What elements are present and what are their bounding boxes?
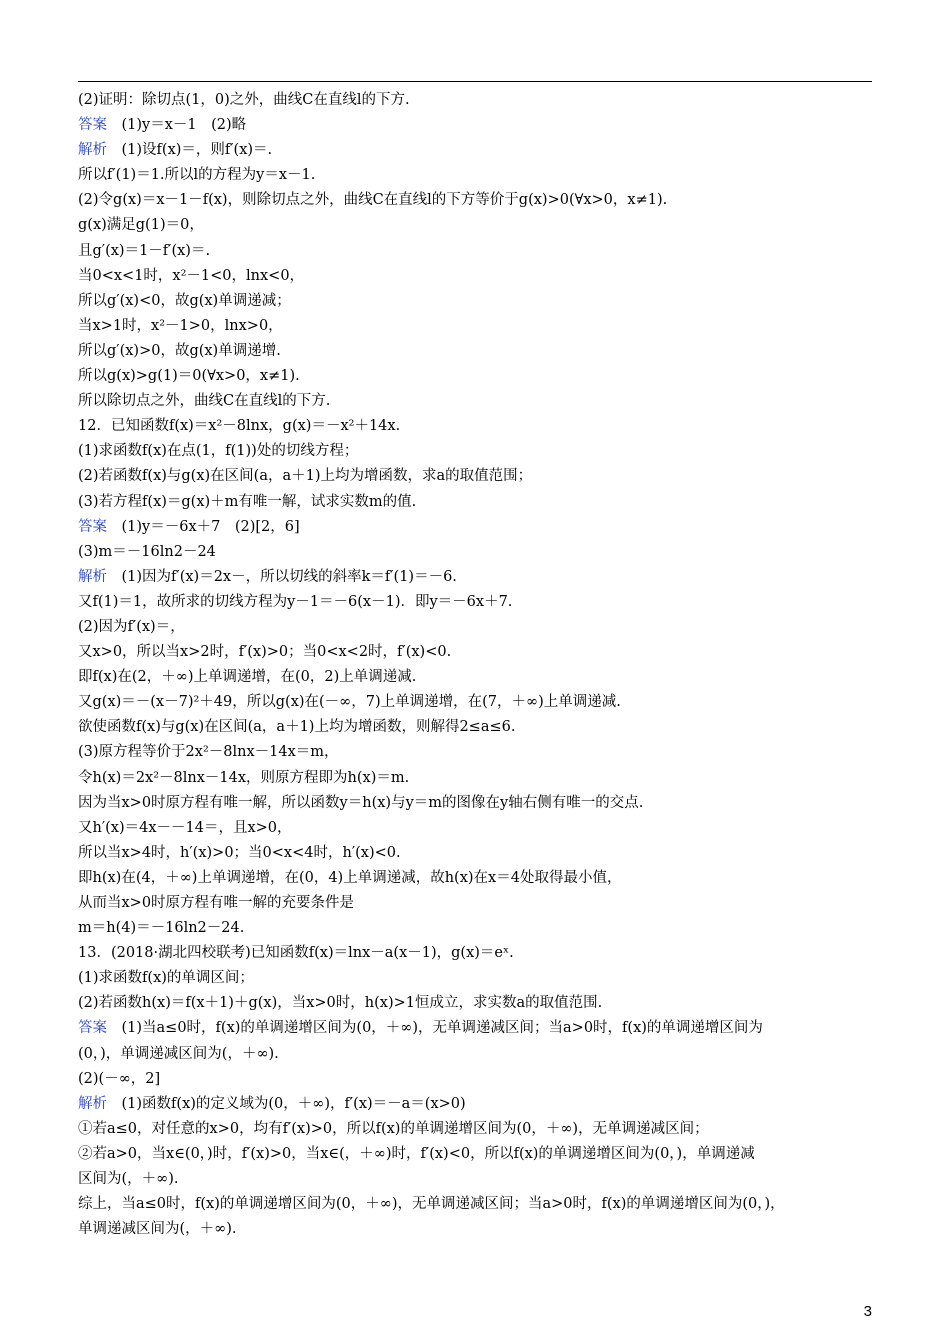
text-line — [78, 841, 878, 866]
solution-label: 解析 — [78, 568, 107, 585]
text-line — [78, 1142, 878, 1167]
line-text: 当0<x<1时，x²－1<0，lnx<0， — [78, 267, 305, 284]
solution-label: 解析 — [78, 142, 107, 159]
text-line — [78, 439, 878, 464]
text-line — [78, 740, 878, 765]
line-text: (0，)，单调递减区间为(，＋∞). — [78, 1045, 279, 1062]
line-text: (2)(－∞，2] — [78, 1070, 161, 1087]
text-line — [78, 113, 878, 138]
line-text: (1)y＝－6x＋7 (2)[2，6] — [107, 518, 300, 535]
line-text: (2)证明：除切点(1，0)之外，曲线C在直线l的下方. — [78, 92, 410, 108]
answer-label: 答案 — [78, 117, 107, 134]
line-text: 又x>0，所以当x>2时，f′(x)>0；当0<x<2时，f′(x)<0. — [78, 644, 452, 661]
text-line — [78, 1217, 878, 1242]
line-text: (3)原方程等价于2x²－8lnx－14x＝m， — [78, 744, 339, 761]
line-text: 又h′(x)＝4x－－14＝，且x>0， — [78, 819, 292, 836]
page-number: 3 — [863, 1303, 872, 1320]
text-line — [78, 916, 878, 941]
line-text: 所以g(x)>g(1)＝0(∀x>0，x≠1). — [78, 368, 300, 385]
text-line — [78, 213, 878, 238]
line-text: (1)函数f(x)的定义域为(0，＋∞)，f′(x)＝－a＝(x>0) — [107, 1095, 466, 1112]
text-line — [78, 565, 878, 590]
line-text: 所以g′(x)>0，故g(x)单调递增. — [78, 342, 281, 359]
text-line — [78, 515, 878, 540]
line-text: 因为当x>0时原方程有唯一解，所以函数y＝h(x)与y＝m的图像在y轴右侧有唯一的交点. — [78, 794, 644, 811]
text-line — [78, 791, 878, 816]
text-line — [78, 590, 878, 615]
text-line — [78, 1117, 878, 1142]
line-text: 所以除切点之外，曲线C在直线l的下方. — [78, 393, 331, 410]
solution-label: 解析 — [78, 1095, 107, 1112]
text-line — [78, 314, 878, 339]
line-text: 所以当x>4时，h′(x)>0；当0<x<4时，h′(x)<0. — [78, 844, 401, 861]
line-text: ①若a≤0，对任意的x>0，均有f′(x)>0，所以f(x)的单调递增区间为(0，＋∞)，无单调递减区间； — [78, 1120, 709, 1137]
text-line — [78, 188, 878, 213]
line-text: 单调递减区间为(，＋∞). — [78, 1221, 237, 1238]
text-line — [78, 88, 878, 113]
answer-label: 答案 — [78, 1020, 107, 1037]
text-line — [78, 991, 878, 1016]
text-line — [78, 540, 878, 565]
document-body — [78, 88, 878, 1242]
line-text: 13．(2018·湖北四校联考)已知函数f(x)＝lnx－a(x－1)，g(x)＝eˣ. — [78, 945, 514, 962]
line-text: (1)求函数f(x)在点(1，f(1))处的切线方程； — [78, 443, 359, 460]
text-line — [78, 715, 878, 740]
line-text: (3)m＝－16ln2－24 — [78, 543, 216, 560]
line-text: 欲使函数f(x)与g(x)在区间(a，a＋1)上均为增函数，则解得2≤a≤6. — [78, 719, 516, 736]
line-text: m＝h(4)＝－16ln2－24. — [78, 920, 245, 937]
text-line — [78, 766, 878, 791]
line-text: 所以f′(1)＝1.所以l的方程为y＝x－1. — [78, 167, 316, 184]
line-text: (2)若函数f(x)与g(x)在区间(a，a＋1)上均为增函数，求a的取值范围； — [78, 468, 533, 485]
line-text: ②若a>0，当x∈(0，)时，f′(x)>0，当x∈(，＋∞)时，f′(x)<0，所以f(x)的单调递增区间为(0，)，单调递减 — [78, 1145, 755, 1162]
text-line — [78, 966, 878, 991]
text-line — [78, 289, 878, 314]
text-line — [78, 891, 878, 916]
line-text: 且g′(x)＝1－f′(x)＝. — [78, 242, 211, 259]
text-line — [78, 264, 878, 289]
text-line — [78, 1092, 878, 1117]
line-text: 又f(1)＝1，故所求的切线方程为y－1＝－6(x－1)．即y＝－6x＋7. — [78, 593, 513, 610]
text-line — [78, 1042, 878, 1067]
line-text: 又g(x)＝－(x－7)²＋49，所以g(x)在(－∞，7)上单调递增，在(7，＋∞)上单调递减. — [78, 694, 621, 711]
text-line — [78, 339, 878, 364]
text-line — [78, 490, 878, 515]
text-line — [78, 615, 878, 640]
line-text: (1)设f(x)＝，则f′(x)＝. — [107, 142, 273, 159]
text-line — [78, 665, 878, 690]
text-line — [78, 941, 878, 966]
line-text: (1)当a≤0时，f(x)的单调递增区间为(0，＋∞)，无单调递减区间；当a>0时，f(x)的单调递增区间为 — [107, 1020, 763, 1037]
line-text: 从而当x>0时原方程有唯一解的充要条件是 — [78, 895, 355, 911]
text-line — [78, 364, 878, 389]
text-line — [78, 163, 878, 188]
text-line — [78, 1192, 878, 1217]
header-rule — [78, 81, 872, 82]
text-line — [78, 239, 878, 264]
line-text: g(x)满足g(1)＝0， — [78, 217, 204, 234]
line-text: 区间为(，＋∞). — [78, 1171, 179, 1188]
text-line — [78, 414, 878, 439]
line-text: (1)因为f′(x)＝2x－，所以切线的斜率k＝f′(1)＝－6. — [107, 568, 457, 585]
line-text: (1)求函数f(x)的单调区间； — [78, 970, 254, 987]
text-line — [78, 640, 878, 665]
text-line — [78, 690, 878, 715]
line-text: 即f(x)在(2，＋∞)上单调递增，在(0，2)上单调递减. — [78, 669, 417, 686]
text-line — [78, 464, 878, 489]
line-text: 所以g′(x)<0，故g(x)单调递减； — [78, 292, 291, 309]
line-text: (1)y＝x－1 (2)略 — [107, 117, 247, 134]
text-line — [78, 1016, 878, 1041]
line-text: 令h(x)＝2x²－8lnx－14x，则原方程即为h(x)＝m. — [78, 769, 410, 786]
line-text: 12．已知函数f(x)＝x²－8lnx，g(x)＝－x²＋14x. — [78, 418, 401, 435]
line-text: 即h(x)在(4，＋∞)上单调递增，在(0，4)上单调递减，故h(x)在x＝4处取得最小值， — [78, 869, 622, 886]
text-line — [78, 1067, 878, 1092]
line-text: (2)若函数h(x)＝f(x＋1)＋g(x)，当x>0时，h(x)>1恒成立，求实数a的取值范围. — [78, 995, 603, 1012]
text-line — [78, 138, 878, 163]
text-line — [78, 866, 878, 891]
line-text: (3)若方程f(x)＝g(x)＋m有唯一解，试求实数m的值. — [78, 493, 417, 510]
line-text: 当x>1时，x²－1>0，lnx>0， — [78, 317, 283, 334]
line-text: (2)令g(x)＝x－1－f(x)，则除切点之外，曲线C在直线l的下方等价于g(x)>0(∀x>0，x≠1). — [78, 192, 668, 209]
line-text: (2)因为f′(x)＝， — [78, 618, 185, 635]
text-line — [78, 1167, 878, 1192]
text-line — [78, 389, 878, 414]
line-text: 综上，当a≤0时，f(x)的单调递增区间为(0，＋∞)，无单调递减区间；当a>0时，f(x)的单调递增区间为(0，)， — [78, 1196, 785, 1213]
text-line — [78, 816, 878, 841]
answer-label: 答案 — [78, 518, 107, 535]
